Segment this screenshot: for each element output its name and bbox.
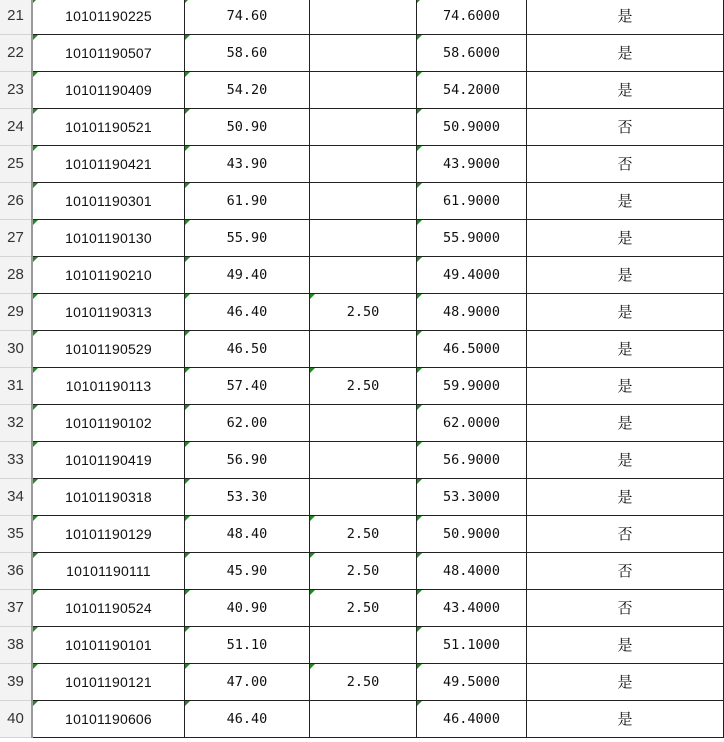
cell-student-id-value: 10101190210 <box>65 267 152 283</box>
cell-bonus-score[interactable] <box>310 701 417 738</box>
cell-qualified-flag[interactable] <box>527 553 724 590</box>
row-header[interactable]: 30 <box>0 331 31 368</box>
cell-base-score-value: 46.40 <box>226 711 268 727</box>
row-header[interactable]: 29 <box>0 294 31 331</box>
cell-base-score[interactable] <box>185 220 310 257</box>
cell-bonus-score-value: 2.50 <box>346 674 380 690</box>
cell-bonus-score[interactable] <box>310 664 417 701</box>
number-as-text-indicator-icon <box>185 257 190 262</box>
cell-student-id[interactable] <box>33 479 185 516</box>
table-row[interactable] <box>0 294 724 331</box>
cell-bonus-score-value: 2.50 <box>346 600 380 616</box>
cell-qualified-flag[interactable] <box>527 664 724 701</box>
cell-total-score-value: 43.9000 <box>443 156 500 172</box>
cell-base-score[interactable] <box>185 553 310 590</box>
table-row[interactable] <box>0 183 724 220</box>
cell-base-score-value: 54.20 <box>226 82 268 98</box>
row-header[interactable]: 33 <box>0 442 31 479</box>
table-row[interactable] <box>0 331 724 368</box>
number-as-text-indicator-icon <box>33 35 38 40</box>
table-row[interactable] <box>0 146 724 183</box>
cell-total-score-value: 46.5000 <box>443 341 500 357</box>
cell-bonus-score-value: 2.50 <box>346 563 380 579</box>
cell-qualified-flag-value: 是 <box>617 636 633 654</box>
table-row[interactable] <box>0 35 724 72</box>
number-as-text-indicator-icon <box>417 294 422 299</box>
cell-qualified-flag[interactable] <box>527 516 724 553</box>
cell-total-score-value: 50.9000 <box>443 119 500 135</box>
cell-base-score-value: 43.90 <box>226 156 268 172</box>
number-as-text-indicator-icon <box>417 516 422 521</box>
number-as-text-indicator-icon <box>417 664 422 669</box>
row-header[interactable]: 39 <box>0 664 31 701</box>
cell-base-score-value: 49.40 <box>226 267 268 283</box>
cell-bonus-score[interactable] <box>310 479 417 516</box>
row-header[interactable]: 27 <box>0 220 31 257</box>
cell-qualified-flag[interactable] <box>527 331 724 368</box>
cell-qualified-flag-value: 是 <box>617 303 633 321</box>
cell-bonus-score[interactable] <box>310 442 417 479</box>
cell-base-score-value: 53.30 <box>226 489 268 505</box>
cell-total-score-value: 50.9000 <box>443 526 500 542</box>
cell-qualified-flag-value: 是 <box>617 81 633 99</box>
number-as-text-indicator-icon <box>185 109 190 114</box>
cell-qualified-flag-value: 是 <box>617 377 633 395</box>
number-as-text-indicator-icon <box>185 627 190 632</box>
cell-bonus-score[interactable] <box>310 220 417 257</box>
cell-base-score-value: 74.60 <box>226 8 268 24</box>
cell-total-score[interactable] <box>417 553 527 590</box>
table-row[interactable] <box>0 0 724 35</box>
cell-bonus-score[interactable] <box>310 294 417 331</box>
cell-student-id-value: 10101190130 <box>65 230 152 246</box>
table-row[interactable] <box>0 664 724 701</box>
cell-student-id-value: 10101190521 <box>65 119 152 135</box>
number-as-text-indicator-icon <box>185 442 190 447</box>
cell-total-score-value: 74.6000 <box>443 8 500 24</box>
cell-bonus-score[interactable] <box>310 331 417 368</box>
table-row[interactable] <box>0 220 724 257</box>
number-as-text-indicator-icon <box>33 294 38 299</box>
cell-total-score-value: 49.5000 <box>443 674 500 690</box>
number-as-text-indicator-icon <box>185 664 190 669</box>
number-as-text-indicator-icon <box>417 72 422 77</box>
row-header[interactable]: 23 <box>0 72 31 109</box>
cell-base-score-value: 55.90 <box>226 230 268 246</box>
number-as-text-indicator-icon <box>185 220 190 225</box>
number-as-text-indicator-icon <box>185 72 190 77</box>
cell-qualified-flag[interactable] <box>527 405 724 442</box>
cell-total-score[interactable] <box>417 442 527 479</box>
row-header[interactable]: 35 <box>0 516 31 553</box>
number-as-text-indicator-icon <box>185 35 190 40</box>
cell-total-score-value: 48.4000 <box>443 563 500 579</box>
cell-total-score-value: 54.2000 <box>443 82 500 98</box>
number-as-text-indicator-icon <box>417 553 422 558</box>
cell-qualified-flag[interactable] <box>527 220 724 257</box>
number-as-text-indicator-icon <box>185 590 190 595</box>
cell-bonus-score[interactable] <box>310 0 417 35</box>
cell-qualified-flag[interactable] <box>527 479 724 516</box>
number-as-text-indicator-icon <box>185 479 190 484</box>
cell-qualified-flag[interactable] <box>527 701 724 738</box>
cell-qualified-flag[interactable] <box>527 368 724 405</box>
cell-qualified-flag[interactable] <box>527 109 724 146</box>
number-as-text-indicator-icon <box>417 590 422 595</box>
cell-base-score[interactable] <box>185 701 310 738</box>
cell-student-id-value: 10101190318 <box>65 489 152 505</box>
cell-total-score-value: 48.9000 <box>443 304 500 320</box>
cell-base-score-value: 45.90 <box>226 563 268 579</box>
cell-base-score-value: 48.40 <box>226 526 268 542</box>
cell-base-score-value: 50.90 <box>226 119 268 135</box>
cell-qualified-flag[interactable] <box>527 0 724 35</box>
cell-total-score-value: 53.3000 <box>443 489 500 505</box>
cell-qualified-flag-value: 是 <box>617 488 633 506</box>
number-as-text-indicator-icon <box>417 257 422 262</box>
cell-base-score[interactable] <box>185 109 310 146</box>
cell-base-score[interactable] <box>185 516 310 553</box>
cell-base-score[interactable] <box>185 405 310 442</box>
cell-qualified-flag[interactable] <box>527 257 724 294</box>
cell-qualified-flag-value: 是 <box>617 673 633 691</box>
cell-student-id-value: 10101190129 <box>65 526 152 542</box>
cell-total-score[interactable] <box>417 701 527 738</box>
cell-qualified-flag[interactable] <box>527 442 724 479</box>
cell-base-score[interactable] <box>185 257 310 294</box>
cell-student-id-value: 10101190101 <box>65 637 152 653</box>
cell-bonus-score-value: 2.50 <box>346 304 380 320</box>
cell-student-id[interactable] <box>33 109 185 146</box>
cell-student-id-value: 10101190225 <box>65 8 152 24</box>
cell-base-score[interactable] <box>185 183 310 220</box>
cell-total-score-value: 56.9000 <box>443 452 500 468</box>
number-as-text-indicator-icon <box>33 590 38 595</box>
cell-student-id-value: 10101190419 <box>65 452 152 468</box>
number-as-text-indicator-icon <box>310 516 315 521</box>
cell-student-id[interactable] <box>33 294 185 331</box>
row-header[interactable]: 36 <box>0 553 31 590</box>
cell-qualified-flag[interactable] <box>527 590 724 627</box>
number-as-text-indicator-icon <box>33 183 38 188</box>
cell-base-score[interactable] <box>185 72 310 109</box>
row-header[interactable]: 32 <box>0 405 31 442</box>
cell-bonus-score-value: 2.50 <box>346 378 380 394</box>
cell-total-score-value: 43.4000 <box>443 600 500 616</box>
number-as-text-indicator-icon <box>33 479 38 484</box>
cell-student-id-value: 10101190102 <box>65 415 152 431</box>
cell-total-score[interactable] <box>417 331 527 368</box>
cell-total-score-value: 62.0000 <box>443 415 500 431</box>
number-as-text-indicator-icon <box>33 442 38 447</box>
cell-qualified-flag-value: 是 <box>617 192 633 210</box>
cell-student-id[interactable] <box>33 516 185 553</box>
cell-base-score-value: 57.40 <box>226 378 268 394</box>
cell-total-score[interactable] <box>417 146 527 183</box>
number-as-text-indicator-icon <box>417 109 422 114</box>
cell-qualified-flag[interactable] <box>527 35 724 72</box>
cell-qualified-flag[interactable] <box>527 72 724 109</box>
number-as-text-indicator-icon <box>417 405 422 410</box>
cell-qualified-flag-value: 否 <box>617 155 633 173</box>
number-as-text-indicator-icon <box>33 516 38 521</box>
number-as-text-indicator-icon <box>417 627 422 632</box>
cell-bonus-score[interactable] <box>310 405 417 442</box>
cell-total-score[interactable] <box>417 368 527 405</box>
number-as-text-indicator-icon <box>33 72 38 77</box>
cell-total-score[interactable] <box>417 664 527 701</box>
cell-total-score[interactable] <box>417 516 527 553</box>
cell-student-id[interactable] <box>33 442 185 479</box>
cell-student-id[interactable] <box>33 72 185 109</box>
cell-student-id-value: 10101190409 <box>65 82 152 98</box>
cell-student-id[interactable] <box>33 627 185 664</box>
row-header[interactable]: 26 <box>0 183 31 220</box>
table-row[interactable] <box>0 627 724 664</box>
number-as-text-indicator-icon <box>33 553 38 558</box>
cell-base-score[interactable] <box>185 294 310 331</box>
cell-student-id[interactable] <box>33 0 185 35</box>
cell-student-id-value: 10101190507 <box>65 45 152 61</box>
row-header[interactable]: 37 <box>0 590 31 627</box>
cell-qualified-flag-value: 否 <box>617 525 633 543</box>
cell-total-score[interactable] <box>417 294 527 331</box>
cell-qualified-flag[interactable] <box>527 146 724 183</box>
cell-qualified-flag[interactable] <box>527 627 724 664</box>
cell-bonus-score[interactable] <box>310 109 417 146</box>
table-row[interactable] <box>0 553 724 590</box>
cell-base-score-value: 61.90 <box>226 193 268 209</box>
row-header[interactable]: 25 <box>0 146 31 183</box>
number-as-text-indicator-icon <box>185 294 190 299</box>
cell-qualified-flag-value: 是 <box>617 414 633 432</box>
number-as-text-indicator-icon <box>417 368 422 373</box>
cell-bonus-score[interactable] <box>310 368 417 405</box>
cell-total-score[interactable] <box>417 72 527 109</box>
cell-bonus-score-value: 2.50 <box>346 526 380 542</box>
cell-total-score-value: 59.9000 <box>443 378 500 394</box>
cell-base-score[interactable] <box>185 442 310 479</box>
number-as-text-indicator-icon <box>185 405 190 410</box>
cell-total-score[interactable] <box>417 627 527 664</box>
number-as-text-indicator-icon <box>185 331 190 336</box>
number-as-text-indicator-icon <box>417 442 422 447</box>
cell-base-score[interactable] <box>185 479 310 516</box>
cell-student-id[interactable] <box>33 590 185 627</box>
cell-student-id-value: 10101190113 <box>65 378 152 394</box>
cell-qualified-flag-value: 是 <box>617 451 633 469</box>
cell-student-id[interactable] <box>33 553 185 590</box>
cell-qualified-flag-value: 否 <box>617 599 633 617</box>
cell-base-score-value: 46.40 <box>226 304 268 320</box>
number-as-text-indicator-icon <box>310 553 315 558</box>
cell-bonus-score[interactable] <box>310 35 417 72</box>
number-as-text-indicator-icon <box>185 553 190 558</box>
cell-base-score-value: 51.10 <box>226 637 268 653</box>
cell-base-score-value: 62.00 <box>226 415 268 431</box>
number-as-text-indicator-icon <box>185 0 190 3</box>
row-header[interactable]: 38 <box>0 627 31 664</box>
number-as-text-indicator-icon <box>310 294 315 299</box>
number-as-text-indicator-icon <box>33 368 38 373</box>
row-header[interactable]: 21 <box>0 0 31 35</box>
number-as-text-indicator-icon <box>33 627 38 632</box>
table-row[interactable] <box>0 516 724 553</box>
cell-student-id[interactable] <box>33 331 185 368</box>
number-as-text-indicator-icon <box>310 664 315 669</box>
number-as-text-indicator-icon <box>417 701 422 706</box>
number-as-text-indicator-icon <box>417 0 422 3</box>
number-as-text-indicator-icon <box>417 479 422 484</box>
cell-base-score[interactable] <box>185 146 310 183</box>
cell-total-score[interactable] <box>417 0 527 35</box>
table-row[interactable] <box>0 405 724 442</box>
cell-student-id-value: 10101190606 <box>65 711 152 727</box>
cell-qualified-flag-value: 是 <box>617 44 633 62</box>
number-as-text-indicator-icon <box>185 701 190 706</box>
cell-base-score[interactable] <box>185 331 310 368</box>
cell-student-id[interactable] <box>33 664 185 701</box>
cell-total-score[interactable] <box>417 220 527 257</box>
row-header[interactable]: 31 <box>0 368 31 405</box>
cell-bonus-score[interactable] <box>310 146 417 183</box>
cell-total-score[interactable] <box>417 479 527 516</box>
row-header[interactable]: 28 <box>0 257 31 294</box>
cell-bonus-score[interactable] <box>310 590 417 627</box>
cell-total-score-value: 55.9000 <box>443 230 500 246</box>
cell-qualified-flag-value: 是 <box>617 266 633 284</box>
table-row[interactable] <box>0 257 724 294</box>
cell-qualified-flag-value: 是 <box>617 7 633 25</box>
cell-student-id[interactable] <box>33 405 185 442</box>
cell-total-score[interactable] <box>417 109 527 146</box>
cell-base-score-value: 40.90 <box>226 600 268 616</box>
cell-bonus-score[interactable] <box>310 72 417 109</box>
cell-total-score-value: 46.4000 <box>443 711 500 727</box>
table-row[interactable] <box>0 590 724 627</box>
cell-total-score[interactable] <box>417 257 527 294</box>
cell-base-score-value: 46.50 <box>226 341 268 357</box>
number-as-text-indicator-icon <box>33 257 38 262</box>
number-as-text-indicator-icon <box>33 405 38 410</box>
number-as-text-indicator-icon <box>185 368 190 373</box>
cell-base-score[interactable] <box>185 664 310 701</box>
number-as-text-indicator-icon <box>185 516 190 521</box>
number-as-text-indicator-icon <box>417 35 422 40</box>
cell-total-score[interactable] <box>417 590 527 627</box>
cell-total-score-value: 51.1000 <box>443 637 500 653</box>
cell-bonus-score[interactable] <box>310 257 417 294</box>
table-row[interactable] <box>0 109 724 146</box>
cell-student-id[interactable] <box>33 257 185 294</box>
cell-qualified-flag-value: 是 <box>617 229 633 247</box>
cell-student-id-value: 10101190421 <box>65 156 152 172</box>
number-as-text-indicator-icon <box>33 146 38 151</box>
cell-total-score[interactable] <box>417 35 527 72</box>
cell-student-id[interactable] <box>33 220 185 257</box>
cell-base-score-value: 56.90 <box>226 452 268 468</box>
cell-base-score[interactable] <box>185 0 310 35</box>
cell-bonus-score[interactable] <box>310 553 417 590</box>
table-row[interactable] <box>0 72 724 109</box>
cell-total-score[interactable] <box>417 183 527 220</box>
number-as-text-indicator-icon <box>185 146 190 151</box>
number-as-text-indicator-icon <box>310 368 315 373</box>
cell-bonus-score[interactable] <box>310 183 417 220</box>
row-header[interactable]: 40 <box>0 701 31 738</box>
number-as-text-indicator-icon <box>417 183 422 188</box>
cell-student-id-value: 10101190121 <box>65 674 152 690</box>
number-as-text-indicator-icon <box>33 331 38 336</box>
cell-qualified-flag-value: 是 <box>617 340 633 358</box>
cell-qualified-flag[interactable] <box>527 183 724 220</box>
cell-qualified-flag-value: 是 <box>617 710 633 728</box>
number-as-text-indicator-icon <box>33 0 38 3</box>
cell-base-score[interactable] <box>185 590 310 627</box>
cell-student-id-value: 10101190111 <box>66 563 151 579</box>
row-header[interactable]: 22 <box>0 35 31 72</box>
cell-base-score[interactable] <box>185 368 310 405</box>
number-as-text-indicator-icon <box>33 664 38 669</box>
number-as-text-indicator-icon <box>33 701 38 706</box>
number-as-text-indicator-icon <box>417 331 422 336</box>
cell-student-id[interactable] <box>33 35 185 72</box>
table-row[interactable] <box>0 701 724 738</box>
table-row[interactable] <box>0 479 724 516</box>
cell-student-id-value: 10101190301 <box>65 193 152 209</box>
number-as-text-indicator-icon <box>417 220 422 225</box>
row-header[interactable]: 34 <box>0 479 31 516</box>
cell-base-score[interactable] <box>185 627 310 664</box>
number-as-text-indicator-icon <box>185 183 190 188</box>
number-as-text-indicator-icon <box>310 590 315 595</box>
cell-base-score-value: 47.00 <box>226 674 268 690</box>
number-as-text-indicator-icon <box>33 220 38 225</box>
cell-student-id-value: 10101190529 <box>65 341 152 357</box>
cell-total-score-value: 61.9000 <box>443 193 500 209</box>
cell-student-id-value: 10101190524 <box>65 600 152 616</box>
cell-qualified-flag[interactable] <box>527 294 724 331</box>
table-row[interactable] <box>0 368 724 405</box>
table-row[interactable] <box>0 442 724 479</box>
cell-qualified-flag-value: 否 <box>617 562 633 580</box>
cell-qualified-flag-value: 否 <box>617 118 633 136</box>
cell-student-id[interactable] <box>33 183 185 220</box>
cell-base-score[interactable] <box>185 35 310 72</box>
number-as-text-indicator-icon <box>33 109 38 114</box>
cell-total-score[interactable] <box>417 405 527 442</box>
cell-total-score-value: 58.6000 <box>443 45 500 61</box>
cell-student-id[interactable] <box>33 146 185 183</box>
cell-student-id[interactable] <box>33 368 185 405</box>
cell-student-id[interactable] <box>33 701 185 738</box>
cell-bonus-score[interactable] <box>310 516 417 553</box>
cell-total-score-value: 49.4000 <box>443 267 500 283</box>
cell-base-score-value: 58.60 <box>226 45 268 61</box>
number-as-text-indicator-icon <box>417 146 422 151</box>
row-header[interactable]: 24 <box>0 109 31 146</box>
cell-bonus-score[interactable] <box>310 627 417 664</box>
cell-student-id-value: 10101190313 <box>65 304 152 320</box>
